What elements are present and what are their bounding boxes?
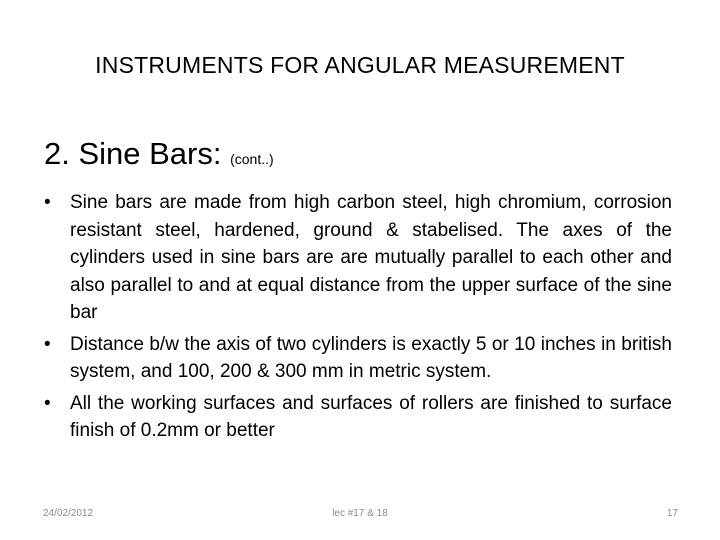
bullet-marker: • xyxy=(44,392,51,414)
bullet-marker: • xyxy=(44,192,51,213)
bullet-item xyxy=(44,189,672,327)
bullet-marker: • xyxy=(44,333,51,355)
section-heading-main: 2. Sine Bars: xyxy=(44,136,222,171)
footer-lecture: lec #17 & 18 xyxy=(332,508,388,519)
section-heading-suffix: (cont..) xyxy=(230,151,274,167)
footer-date: 24/02/2012 xyxy=(43,508,94,519)
bullet-text: Distance b/w the axis of two cylinders is exactly 5 or 10 inches in british system, and 100, 200 & 300 mm in metric system. xyxy=(70,333,672,382)
bullet-text: Sine bars are made from high carbon steel, high chromium, corrosion resistant steel, hardened, ground & stabelised. The axes of the cylinders used in sine bars are are mutually parallel to each other and also parallel to and at equal distance from the upper surface of the sine bar xyxy=(70,192,672,323)
section-heading xyxy=(44,136,274,172)
bullet-list xyxy=(44,189,672,449)
slide-title: INSTRUMENTS FOR ANGULAR MEASUREMENT xyxy=(95,52,625,78)
bullet-item xyxy=(44,390,672,445)
bullet-item xyxy=(44,331,672,386)
bullet-text: All the working surfaces and surfaces of rollers are finished to surface finish of 0.2mm or better xyxy=(70,392,672,441)
footer-page-number: 17 xyxy=(666,508,678,519)
